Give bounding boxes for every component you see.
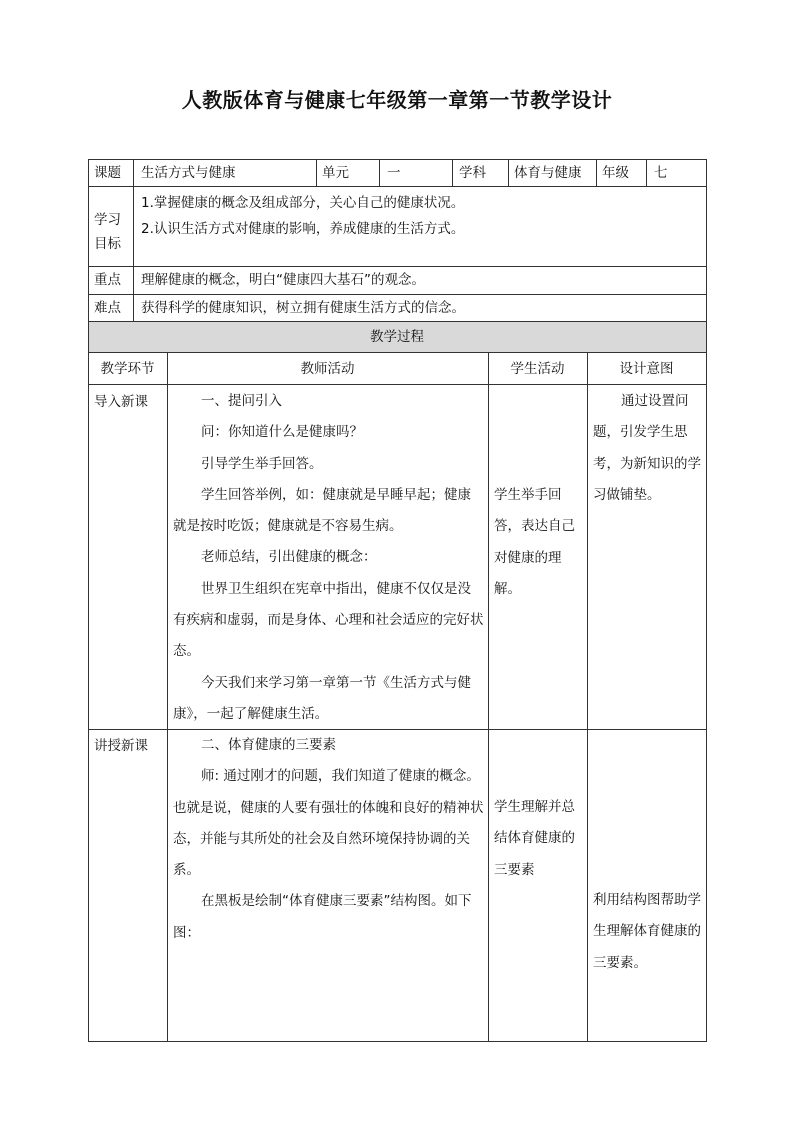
difficult-point-label: 难点 <box>94 300 121 316</box>
teacher-paragraph: 今天我们来学习第一章第一节《生活方式与健康》，一起了解健康生活。 <box>173 674 471 722</box>
teacher-paragraph: 一、提问引入 <box>201 393 282 409</box>
grade-value: 七 <box>654 165 668 181</box>
student-activity-intro: 学生举手回答，表达自己对健康的理解。 <box>494 487 575 597</box>
teacher-paragraph: 问：你知道什么是健康吗？ <box>201 424 363 441</box>
document-title: 人教版体育与健康七年级第一章第一节教学设计 <box>181 88 613 112</box>
difficult-point-text: 获得科学的健康知识，树立拥有健康生活方式的信念。 <box>141 300 465 316</box>
objectives-label-line1: 学习 <box>94 212 121 228</box>
objective-item: 1.掌握健康的概念及组成部分，关心自己的健康状况。 <box>141 195 465 211</box>
table-border <box>88 352 707 353</box>
column-teacher: 教师活动 <box>300 361 355 377</box>
teacher-paragraph: 在黑板是绘制“体育健康三要素”结构图。如下图： <box>173 893 472 941</box>
table-border <box>596 159 597 186</box>
design-intent-intro: 通过设置问题，引发学生思考，为新知识的学习做铺垫。 <box>593 393 701 503</box>
grade-label: 年级 <box>602 165 629 181</box>
subject-label: 学科 <box>459 165 486 181</box>
table-border <box>508 159 509 186</box>
topic-label: 课题 <box>94 165 121 181</box>
key-point-text: 理解健康的概念，明白“健康四大基石”的观念。 <box>141 272 425 288</box>
table-border <box>379 159 380 186</box>
column-stage: 教学环节 <box>100 361 155 377</box>
table-border <box>88 384 707 385</box>
teacher-paragraph: 师: 通过刚才的问题，我们知道了健康的概念。也就是说，健康的人要有强壮的体魄和良好的精神状态，并能与其所处的社会及自然环境保持协调的关系。 <box>173 768 484 879</box>
objectives-label-line2: 目标 <box>94 236 121 252</box>
teacher-paragraph: 二、体育健康的三要素 <box>201 737 336 753</box>
table-border <box>88 321 707 322</box>
subject-value: 体育与健康 <box>514 165 582 181</box>
column-intent: 设计意图 <box>619 361 674 377</box>
table-border <box>706 159 707 1042</box>
table-border <box>88 294 707 295</box>
teacher-activity-intro <box>173 386 484 730</box>
teacher-activity-new-lesson <box>173 730 484 949</box>
table-border <box>88 159 89 1042</box>
topic-value: 生活方式与健康 <box>141 165 236 181</box>
column-student: 学生活动 <box>510 361 565 377</box>
table-border <box>88 159 707 160</box>
objective-item: 2.认识生活方式对健康的影响，养成健康的生活方式。 <box>141 221 465 237</box>
design-intent-new-lesson: 利用结构图帮助学生理解体育健康的三要素。 <box>593 892 701 971</box>
stage-new-lesson: 讲授新课 <box>94 738 148 754</box>
table-border <box>88 266 707 267</box>
table-border <box>587 352 588 1042</box>
table-border <box>646 159 647 186</box>
table-border <box>88 1041 707 1042</box>
table-border <box>316 159 317 186</box>
objectives-label <box>94 208 121 256</box>
table-border <box>488 352 489 1042</box>
table-border <box>167 352 168 1042</box>
teacher-paragraph: 世界卫生组织在宪章中指出，健康不仅仅是没有疾病和虚弱，而是身体、心理和社会适应的完好状态。 <box>173 580 484 660</box>
table-border <box>452 159 453 186</box>
stage-intro: 导入新课 <box>94 394 148 410</box>
student-activity-new-lesson: 学生理解并总结体育健康的三要素 <box>494 799 575 878</box>
key-point-label: 重点 <box>94 272 121 288</box>
teacher-paragraph: 引导学生举手回答。 <box>201 455 323 472</box>
unit-value: 一 <box>387 165 401 181</box>
unit-label: 单元 <box>322 165 349 181</box>
table-border <box>88 186 707 187</box>
teacher-paragraph: 老师总结，引出健康的概念： <box>201 549 377 566</box>
table-border <box>133 159 134 321</box>
teacher-paragraph: 学生回答举例，如：健康就是早睡早起；健康就是按时吃饭；健康就是不容易生病。 <box>173 486 471 535</box>
process-header: 教学过程 <box>370 329 424 345</box>
